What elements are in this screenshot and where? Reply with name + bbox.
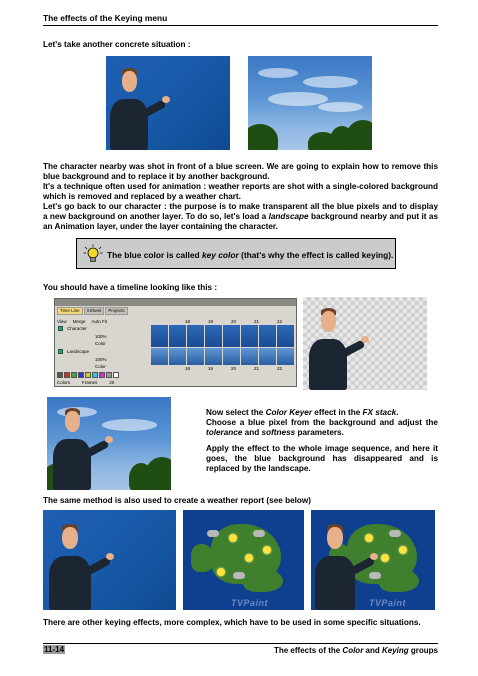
- timeline-ruler-top: 18 19 20 21 22: [185, 319, 283, 324]
- frames-value[interactable]: 20: [109, 380, 115, 385]
- tab-projects[interactable]: Projects: [105, 307, 127, 315]
- timeline-titlebar: [55, 299, 296, 306]
- lightbulb-icon: [83, 244, 103, 264]
- layer2-mode: Color: [95, 364, 106, 369]
- choose-pixel-text: Choose a blue pixel from the background and adjust the tolerance and softness parameters.: [206, 418, 438, 437]
- tvpaint-logo: TVPaint: [231, 598, 269, 608]
- frames-label: Frames: [82, 380, 98, 385]
- timeline-panel: [54, 298, 297, 387]
- paragraph-instructions: Let's go back to our character : the purpose is to make transparent all the blue pixels and to display a new background on another layer. To do so, let's load a landscape background nearby and put it as an Animation layer, under the layer containing the character.: [43, 202, 439, 231]
- tip-note-text: The blue color is called key color (that's why the effect is called keying).: [107, 250, 394, 260]
- character-figure: [303, 297, 427, 390]
- weather-text: The same method is also used to create a weather report (see below): [43, 496, 311, 505]
- page-number: 11-14: [44, 645, 65, 654]
- intro-text: Let's take another concrete situation :: [43, 40, 191, 49]
- auto-fit-dropdown[interactable]: Auto Fit: [91, 319, 107, 324]
- layer2-opacity: 100%: [95, 357, 107, 362]
- header-divider: [43, 25, 438, 26]
- weather-composite-image: [311, 510, 435, 610]
- timeline-footer: [57, 380, 114, 385]
- view-dropdown[interactable]: View: [57, 319, 67, 324]
- layer2-frames[interactable]: [151, 348, 294, 365]
- tvpaint-logo: TVPaint: [369, 598, 407, 608]
- timeline-ruler-bottom: 18 19 20 21 22: [185, 366, 283, 371]
- colors-dropdown[interactable]: Colors: [57, 380, 71, 385]
- merge-dropdown[interactable]: Merge: [72, 319, 86, 324]
- apply-effect-text: Apply the effect to the whole image sequence, and here it goes, the blue background has disappeared and is replaced by the landscape.: [206, 444, 438, 473]
- layer2-visibility-toggle[interactable]: [58, 349, 63, 354]
- footer-section-title: The effects of the Color and Keying groups: [273, 646, 438, 655]
- timeline-tabs: [57, 307, 128, 315]
- layer1-frames[interactable]: [151, 325, 294, 347]
- timeline-intro-text: You should have a timeline looking like this :: [43, 283, 218, 292]
- character-figure: [106, 56, 230, 150]
- color-swatches: [57, 372, 119, 378]
- landscape-background-image: [248, 56, 372, 150]
- character-composite-image: [47, 397, 171, 490]
- page-header-title: The effects of the Keying menu: [43, 13, 168, 23]
- layer1-name: Character: [67, 326, 87, 331]
- presenter-figure: [311, 510, 435, 610]
- layer2-name: Landscape: [67, 349, 90, 354]
- timeline-toolbar: [57, 319, 107, 324]
- character-bluescreen-image: [106, 56, 230, 150]
- select-effect-text: Now select the Color Keyer effect in the FX stack.: [206, 408, 399, 417]
- layer1-opacity: 100%: [95, 334, 107, 339]
- paragraph-bluescreen: The character nearby was shot in front of a blue screen. We are going to explain how to remove this blue background and to replace it by another background.: [43, 162, 438, 181]
- layer1-mode: Color: [95, 341, 106, 346]
- tab-xsheet[interactable]: XSheet: [84, 307, 105, 315]
- outro-text: There are other keying effects, more complex, which have to be used in some specific situations.: [43, 618, 421, 627]
- tip-note-box: [76, 238, 396, 269]
- presenter-figure: [43, 510, 176, 610]
- footer-divider: [43, 643, 438, 644]
- tab-time-line[interactable]: Time Line: [57, 307, 83, 315]
- character-transparent-image: [303, 297, 427, 390]
- character-figure: [47, 397, 171, 490]
- weather-map-image: [183, 510, 304, 610]
- layer-visibility-toggle[interactable]: [58, 326, 63, 331]
- weather-presenter-bluescreen-image: [43, 510, 176, 610]
- paragraph-technique: It's a technique often used for animation : weather reports are shot with a single-colored background which is removed and replaced by a weather chart.: [43, 182, 438, 201]
